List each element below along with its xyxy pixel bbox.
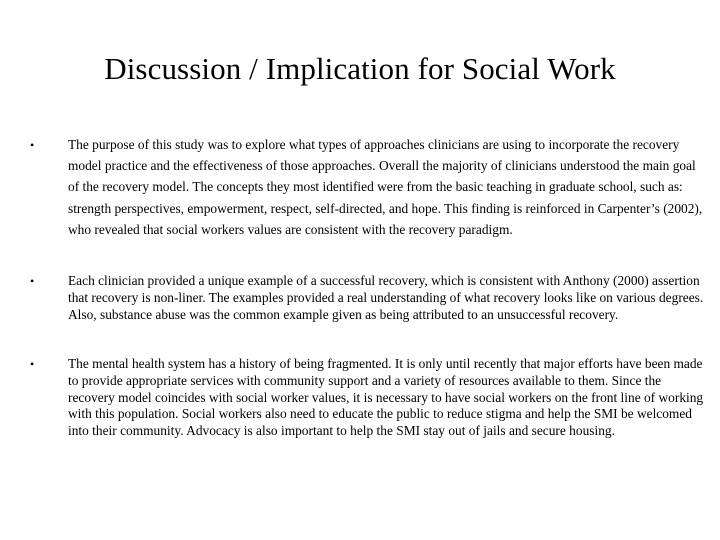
bullet-dot-icon: • [30, 138, 35, 152]
slide-title: Discussion / Implication for Social Work [104, 51, 616, 86]
bullet-dot-icon: • [30, 357, 35, 371]
bullet-text: Each clinician provided a unique example of a successful recovery, which is consistent with Anthony (2000) assertion that recovery is non-liner. The examples provided a real understanding of what recovery looks like on various degrees. Also, substance abuse was the common example given as being attributed to an unsuccessful recovery. [68, 273, 704, 322]
bullet-text: The mental health system has a history of being fragmented. It is only until recently that major efforts have been made to provide appropriate services with community support and a variety of resources available to them. Since the recovery model coincides with social worker values, it is necessary to have social workers on the front line of working with this population. Social workers also need to educate the public to reduce stigma and help the SMI be welcomed into their community. Advocacy is also important to help the SMI stay out of jails and secure housing. [68, 356, 704, 439]
bullet-dot-icon: • [30, 274, 35, 288]
bullet-text: The purpose of this study was to explore what types of approaches clinicians are using to incorporate the recovery model practice and the effectiveness of those approaches. Overall the majority of clinicians understood the main goal of the recovery model. The concepts they most identified were from the basic teaching in graduate school, such as: strength perspectives, empowerment, respect, self-directed, and hope. This finding is reinforced in Carpenter’s (2002), who revealed that social workers values are consistent with the recovery paradigm. [68, 137, 703, 237]
